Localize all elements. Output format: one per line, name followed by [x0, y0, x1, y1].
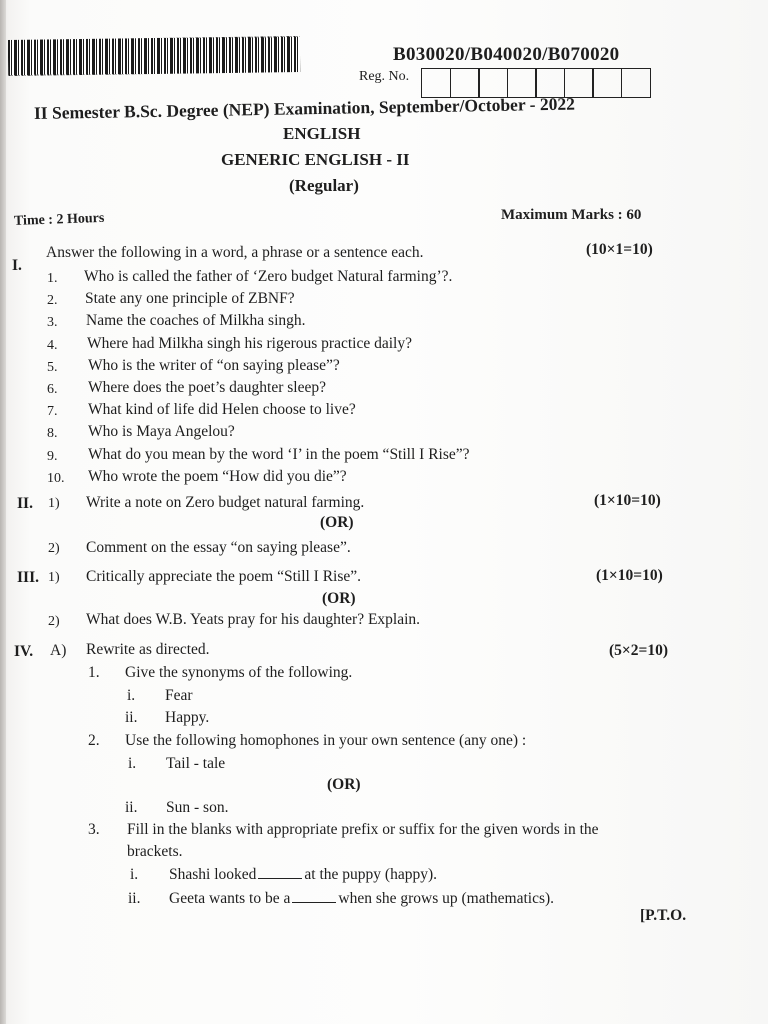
subject-title: ENGLISH [283, 124, 361, 143]
section-3-q1-number: 1) [48, 570, 60, 585]
question-number: 4. [47, 338, 58, 353]
question-number: 8. [47, 426, 58, 441]
reg-no-box [621, 68, 651, 98]
time-allowed: Time : 2 Hours [13, 210, 105, 229]
section-4-q3-ii-after-blank: when she grows up (mathematics). [338, 890, 555, 907]
section-1-instruction: Answer the following in a word, a phrase or a sentence each. [46, 244, 424, 261]
section-4-q3-line-2: brackets. [127, 843, 183, 860]
section-2-or: (OR) [320, 514, 354, 531]
section-4-q3-i-after-blank: at the puppy (happy). [304, 866, 437, 883]
section-4-q3-number: 3. [88, 821, 100, 838]
question-number: 9. [47, 449, 58, 464]
section-4-q1-number: 1. [88, 664, 100, 681]
reg-no-box [421, 68, 451, 98]
barcode [8, 36, 300, 76]
section-4-q2-ii: Sun - son. [166, 799, 229, 816]
question-text: Who is Maya Angelou? [88, 423, 235, 440]
section-4-q3-ii-number: ii. [128, 890, 141, 907]
section-4-instruction: Rewrite as directed. [86, 641, 210, 658]
question-text: Who wrote the poem “How did you die”? [88, 468, 347, 485]
section-2-q1: Write a note on Zero budget natural farming. [86, 494, 365, 511]
reg-no-box [478, 68, 508, 98]
question-text: Where does the poet’s daughter sleep? [88, 379, 327, 396]
section-1-number: I. [12, 257, 22, 274]
section-4-q1-i-number: i. [127, 687, 136, 704]
question-number: 2. [47, 293, 58, 308]
question-number: 7. [47, 404, 58, 419]
section-4-q3-i-number: i. [130, 866, 139, 883]
section-4-or: (OR) [327, 776, 361, 793]
section-4-q3-ii-before-blank: Geeta wants to be a [169, 890, 291, 907]
section-2-marks: (1×10=10) [594, 492, 661, 509]
section-4-q1-i: Fear [165, 687, 193, 704]
section-4-q1-ii-number: ii. [125, 709, 138, 726]
reg-no-box [450, 68, 480, 98]
question-number: 5. [47, 360, 58, 375]
section-4-marks: (5×2=10) [609, 642, 668, 659]
section-4-q3-ii [169, 890, 554, 908]
question-number: 6. [47, 382, 58, 397]
exam-type: (Regular) [289, 176, 359, 195]
section-4-q1: Give the synonyms of the following. [125, 664, 353, 681]
fill-in-blank [258, 877, 302, 879]
please-turn-over: [P.T.O. [640, 907, 687, 924]
section-1-marks: (10×1=10) [586, 241, 653, 258]
section-4-q3-line-1: Fill in the blanks with appropriate prefix or suffix for the given words in the [127, 821, 599, 838]
question-number: 10. [47, 471, 65, 486]
maximum-marks: Maximum Marks : 60 [501, 207, 642, 223]
section-4-q2-number: 2. [88, 732, 100, 749]
section-4-q1-ii: Happy. [165, 709, 210, 726]
section-4-q2-i-number: i. [128, 755, 137, 772]
question-text: State any one principle of ZBNF? [85, 290, 295, 307]
section-3-q2-number: 2) [48, 614, 60, 629]
section-4-q3-i-before-blank: Shashi looked [169, 866, 257, 883]
section-2-q2: Comment on the essay “on saying please”. [86, 539, 351, 556]
reg-no-box [592, 68, 622, 98]
section-4-q2-ii-number: ii. [125, 799, 138, 816]
section-2-number: II. [17, 495, 33, 512]
question-number: 1. [47, 271, 58, 286]
section-3-q2: What does W.B. Yeats pray for his daughter? Explain. [86, 611, 421, 628]
section-4-q3-i [169, 866, 437, 884]
question-text: Name the coaches of Milkha singh. [86, 312, 306, 329]
question-text: Who is the writer of “on saying please”? [88, 357, 340, 374]
question-text: Where had Milkha singh his rigerous practice daily? [87, 335, 412, 352]
section-4-number: IV. [14, 643, 34, 660]
page-edge-shadow [0, 0, 6, 1024]
section-4-q2: Use the following homophones in your own sentence (any one) : [125, 732, 527, 749]
section-3-marks: (1×10=10) [596, 567, 663, 584]
reg-no-label: Reg. No. [359, 69, 410, 84]
question-text: Who is called the father of ‘Zero budget Natural farming’?. [84, 268, 453, 285]
section-3-number: III. [17, 569, 39, 586]
fill-in-blank [292, 901, 336, 903]
exam-title: II Semester B.Sc. Degree (NEP) Examination, September/October - 2022 [33, 93, 576, 123]
section-3-or: (OR) [322, 590, 356, 607]
paper-code: B030020/B040020/B070020 [393, 44, 620, 65]
question-number: 3. [47, 315, 58, 330]
section-3-q1: Critically appreciate the poem “Still I Rise”. [86, 568, 362, 585]
question-text: What do you mean by the word ‘I’ in the poem “Still I Rise”? [88, 446, 470, 463]
section-2-q1-number: 1) [48, 496, 60, 511]
question-text: What kind of life did Helen choose to live? [88, 401, 356, 418]
section-4-part: A) [50, 642, 67, 659]
paper-title: GENERIC ENGLISH - II [221, 150, 410, 169]
section-2-q2-number: 2) [48, 541, 60, 556]
section-4-q2-i: Tail - tale [166, 755, 226, 772]
